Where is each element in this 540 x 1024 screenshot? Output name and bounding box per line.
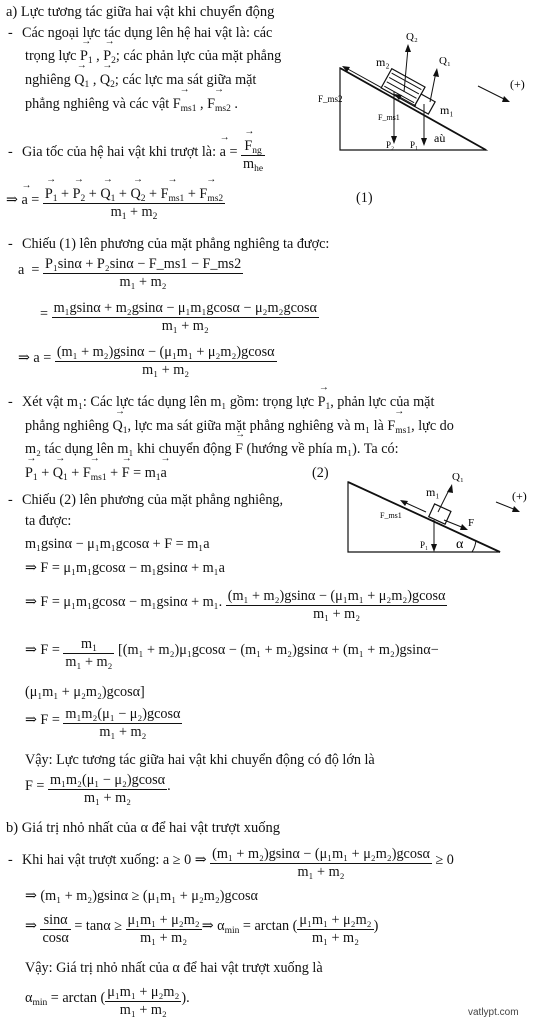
forces-line-1: - Các ngoại lực tác dụng lên hệ hai vật là: các bbox=[8, 25, 273, 41]
forces-line-3: nghiêng → $Q_1$ , → $Q_2$; các lực ma sát giữa mặt bbox=[25, 72, 256, 89]
accel-line: - Gia tốc của hệ hai vật khi trượt là: → a = → $\frac{F_{ng}}{m_{he}}$ bbox=[8, 138, 265, 173]
eq2-label: (2) bbox=[312, 465, 329, 481]
f-line-2: ⇒ F = μ₁m₁gcosα − m₁gsinα + m₁a bbox=[25, 560, 225, 576]
diag1-positive-label: (+) bbox=[510, 77, 525, 91]
f-line-3: ⇒ F = μ₁m₁gcosα − m₁gsinα + m₁. $\frac{\text{(m₁ + m₂)gsinα − (μ₁m₁ + μ₂m₂)gcosα}}{\text{m₁ + m₂}}$ bbox=[25, 588, 446, 622]
f-line-5: (μ₁m₁ + μ₂m₂)gcosα] bbox=[25, 684, 145, 700]
diag2-alpha-label: α bbox=[456, 537, 464, 552]
diag2-positive-label: (+) bbox=[512, 489, 527, 503]
incline-diagram-1 bbox=[318, 30, 538, 160]
diag1-p1-label: P₁ bbox=[410, 140, 419, 150]
final-f: F = $\frac{\text{m₁m₂(μ₁ − μ₂)gcosα}}{\text{m₁ + m₂}}$ . bbox=[25, 772, 171, 806]
diag2-m1-label: m₁ bbox=[426, 485, 440, 499]
diag1-q1-label: Q₁ bbox=[439, 55, 451, 67]
consider-line-3: m₂ tác dụng lên m₁ khi chuyển động → F (hướng về phía m₁). Ta có: bbox=[25, 441, 399, 458]
diag2-p1-label: P₁ bbox=[420, 540, 429, 550]
project-line: - Chiếu (1) lên phương của mặt phẳng nghiêng ta được: bbox=[8, 236, 330, 252]
f-result: ⇒ F = $\frac{\text{m₁m₂(μ₁ − μ₂)gcosα}}{\text{m₁ + m₂}}$ bbox=[25, 706, 181, 740]
cond-line: - Khi hai vật trượt xuống: a ≥ 0 ⇒ $\frac{\text{(m₁ + m₂)gsinα − (μ₁m₁ + μ₂m₂)gcosα}}{\text{m₁ + m₂}}$ ≥ 0 bbox=[8, 846, 454, 880]
diag2-f-label: F bbox=[468, 517, 475, 529]
a-eq-1: a = $\frac{\text{P₁sinα + P₂sinα − F\_ms1 − F\_ms2}}{\text{m₁ + m₂}}$ bbox=[18, 256, 242, 290]
eq2-line: → $P_1$ + → $Q_1$ + → $F_{ms1}$ + → $F = m_1\to a$ bbox=[25, 465, 167, 482]
watermark: vatlypt.com bbox=[468, 1007, 519, 1018]
diag1-m2-label: m₂ bbox=[376, 55, 390, 69]
diag2-fms1-label: F_ms1 bbox=[380, 511, 402, 520]
project2-line-1: - Chiếu (2) lên phương của mặt phẳng nghiêng, bbox=[8, 492, 284, 508]
alpha-min-result: $\alpha_{min} = \arctan$ ( $\frac{\text{μ₁m₁ + μ₂m₂}}{\text{m₁ + m₂}}$ ). bbox=[25, 984, 190, 1018]
vector-a-eq: ⇒ → a = → $\frac{P_1 + \to P_2 + \to Q_1 + \to Q_2 + \to F_{ms1} + \to F_{ms2}}{m_1 + m_2}$ bbox=[6, 186, 225, 221]
diag1-fms2-label: F_ms2 bbox=[318, 94, 343, 104]
f-line-1: m₁gsinα − μ₁m₁gcosα + F = m₁a bbox=[25, 536, 210, 552]
diag1-m1-label: m₁ bbox=[440, 103, 454, 117]
a-eq-3: ⇒ a = $\frac{\text{(m₁ + m₂)gsinα − (μ₁m₁ + μ₂m₂)gcosα}}{\text{m₁ + m₂}}$ bbox=[18, 344, 275, 378]
project2-line-2: ta được: bbox=[25, 513, 72, 529]
diag1-alpha-label: aù bbox=[434, 131, 446, 145]
diag1-q2-label: Q₂ bbox=[406, 31, 418, 43]
section-b-heading: b) Giá trị nhỏ nhất của α để hai vật trượt xuống bbox=[6, 820, 280, 836]
incline-diagram-2 bbox=[344, 468, 540, 564]
diag1-fms1-label: F_ms1 bbox=[378, 113, 400, 122]
diag1-p2-label: P₂ bbox=[386, 140, 395, 150]
conclusion-a: Vậy: Lực tương tác giữa hai vật khi chuyển động có độ lớn là bbox=[25, 752, 375, 768]
consider-line-2: phẳng nghiêng → $Q_1$, lực ma sát giữa mặt phẳng nghiêng và m₁ là → $F_{ms1}$, lực do bbox=[25, 418, 454, 435]
forces-line-4: phẳng nghiêng và các vật → $F_{ms1}$ , → $F_{ms2}$ . bbox=[25, 96, 238, 113]
tan-line: ⇒ $\frac{\sin\alpha}{\cos\alpha}$ = tanα ≥ $\frac{\text{μ₁m₁ + μ₂m₂}}{\text{m₁ + m₂}}$ ⇒ $\alpha_{min} = \arctan$ ( $\frac{\text{μ₁m₁ + μ₂m₂}}{\text{m₁ + m₂}}$ ) bbox=[25, 912, 379, 946]
a-eq-2: = $\frac{\text{m₁gsinα + m₂gsinα − μ₁m₁gcosα − μ₂m₂gcosα}}{\text{m₁ + m₂}}$ bbox=[40, 300, 317, 334]
consider-line-1: - Xét vật m₁: Các lực tác dụng lên m₁ gồm: trọng lực → $P_1$, phản lực của mặt bbox=[8, 394, 434, 411]
ineq-line: ⇒ (m₁ + m₂)gsinα ≥ (μ₁m₁ + μ₂m₂)gcosα bbox=[25, 888, 258, 904]
conclusion-b: Vậy: Giá trị nhỏ nhất của α để hai vật trượt xuống là bbox=[25, 960, 323, 976]
forces-line-2: trọng lực → $P_1$ , → $P_2$; các phản lực của mặt phẳng bbox=[25, 48, 281, 65]
section-a-heading: a) Lực tương tác giữa hai vật khi chuyển động bbox=[6, 4, 275, 20]
diag2-q1-label: Q₁ bbox=[452, 471, 464, 483]
eq1-label: (1) bbox=[356, 190, 373, 206]
f-line-4: ⇒ F = $\frac{m_1}{\text{m₁ + m₂}}$ [(m₁ + m₂)μ₁gcosα − (m₁ + m₂)gsinα + (m₁ + m₂)gsinα− bbox=[25, 636, 439, 670]
